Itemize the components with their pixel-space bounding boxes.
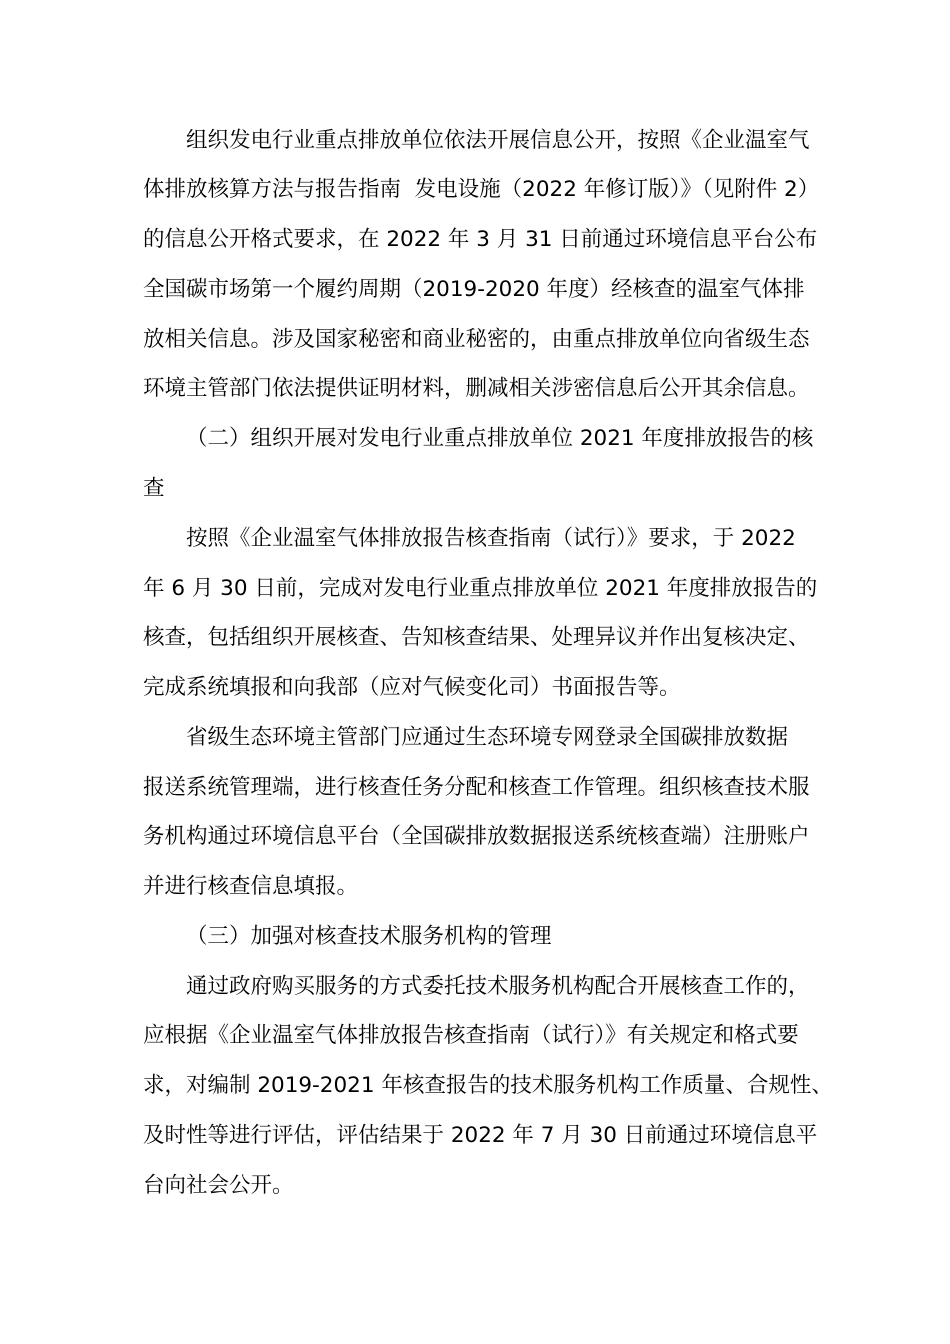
paragraph-3-line-1: 省级生态环境主管部门应通过生态环境专网登录全国碳排放数据: [186, 725, 789, 750]
paragraph-3-line-2: 报送系统管理端，进行核查任务分配和核查工作管理。组织核查技术服: [143, 775, 810, 800]
paragraph-2-line-3: 核查，包括组织开展核查、告知核查结果、处理异议并作出复核决定、: [143, 625, 810, 650]
paragraph-2-line-4: 完成系统填报和向我部（应对气候变化司）书面报告等。: [143, 675, 681, 700]
paragraph-4-line-4: 及时性等进行评估，评估结果于 2022 年 7 月 30 日前通过环境信息平: [143, 1123, 818, 1148]
paragraph-1-line-4: 全国碳市场第一个履约周期（2019-2020 年度）经核查的温室气体排: [143, 277, 805, 302]
paragraph-4-line-2: 应根据《企业温室气体排放报告核查指南（试行）》有关规定和格式要: [143, 1023, 799, 1048]
paragraph-4-line-3: 求，对编制 2019-2021 年核查报告的技术服务机构工作质量、合规性、: [143, 1073, 833, 1098]
paragraph-4-line-1: 通过政府购买服务的方式委托技术服务机构配合开展核查工作的，: [186, 974, 810, 999]
paragraph-1-line-6: 环境主管部门依法提供证明材料，删减相关涉密信息后公开其余信息。: [143, 376, 810, 401]
section-heading-3: （三）加强对核查技术服务机构的管理: [186, 924, 552, 949]
paragraph-1-line-1: 组织发电行业重点排放单位依法开展信息公开，按照《企业温室气: [186, 128, 810, 153]
paragraph-4-line-5: 台向社会公开。: [143, 1173, 294, 1198]
paragraph-1-line-3: 的信息公开格式要求，在 2022 年 3 月 31 日前通过环境信息平台公布: [143, 227, 818, 252]
section-heading-2-line-1: （二）组织开展对发电行业重点排放单位 2021 年度排放报告的核: [186, 426, 814, 451]
paragraph-2-line-1: 按照《企业温室气体排放报告核查指南（试行）》要求，于 2022: [186, 526, 796, 551]
section-heading-2-line-2: 查: [143, 476, 165, 501]
paragraph-1-line-2: 体排放核算方法与报告指南 发电设施（2022 年修订版）》（见附件 2）: [143, 177, 820, 202]
paragraph-1-line-5: 放相关信息。涉及国家秘密和商业秘密的，由重点排放单位向省级生态: [143, 327, 810, 352]
paragraph-3-line-4: 并进行核查信息填报。: [143, 874, 359, 899]
paragraph-2-line-2: 年 6 月 30 日前，完成对发电行业重点排放单位 2021 年度排放报告的: [143, 576, 818, 601]
paragraph-3-line-3: 务机构通过环境信息平台（全国碳排放数据报送系统核查端）注册账户: [143, 824, 810, 849]
